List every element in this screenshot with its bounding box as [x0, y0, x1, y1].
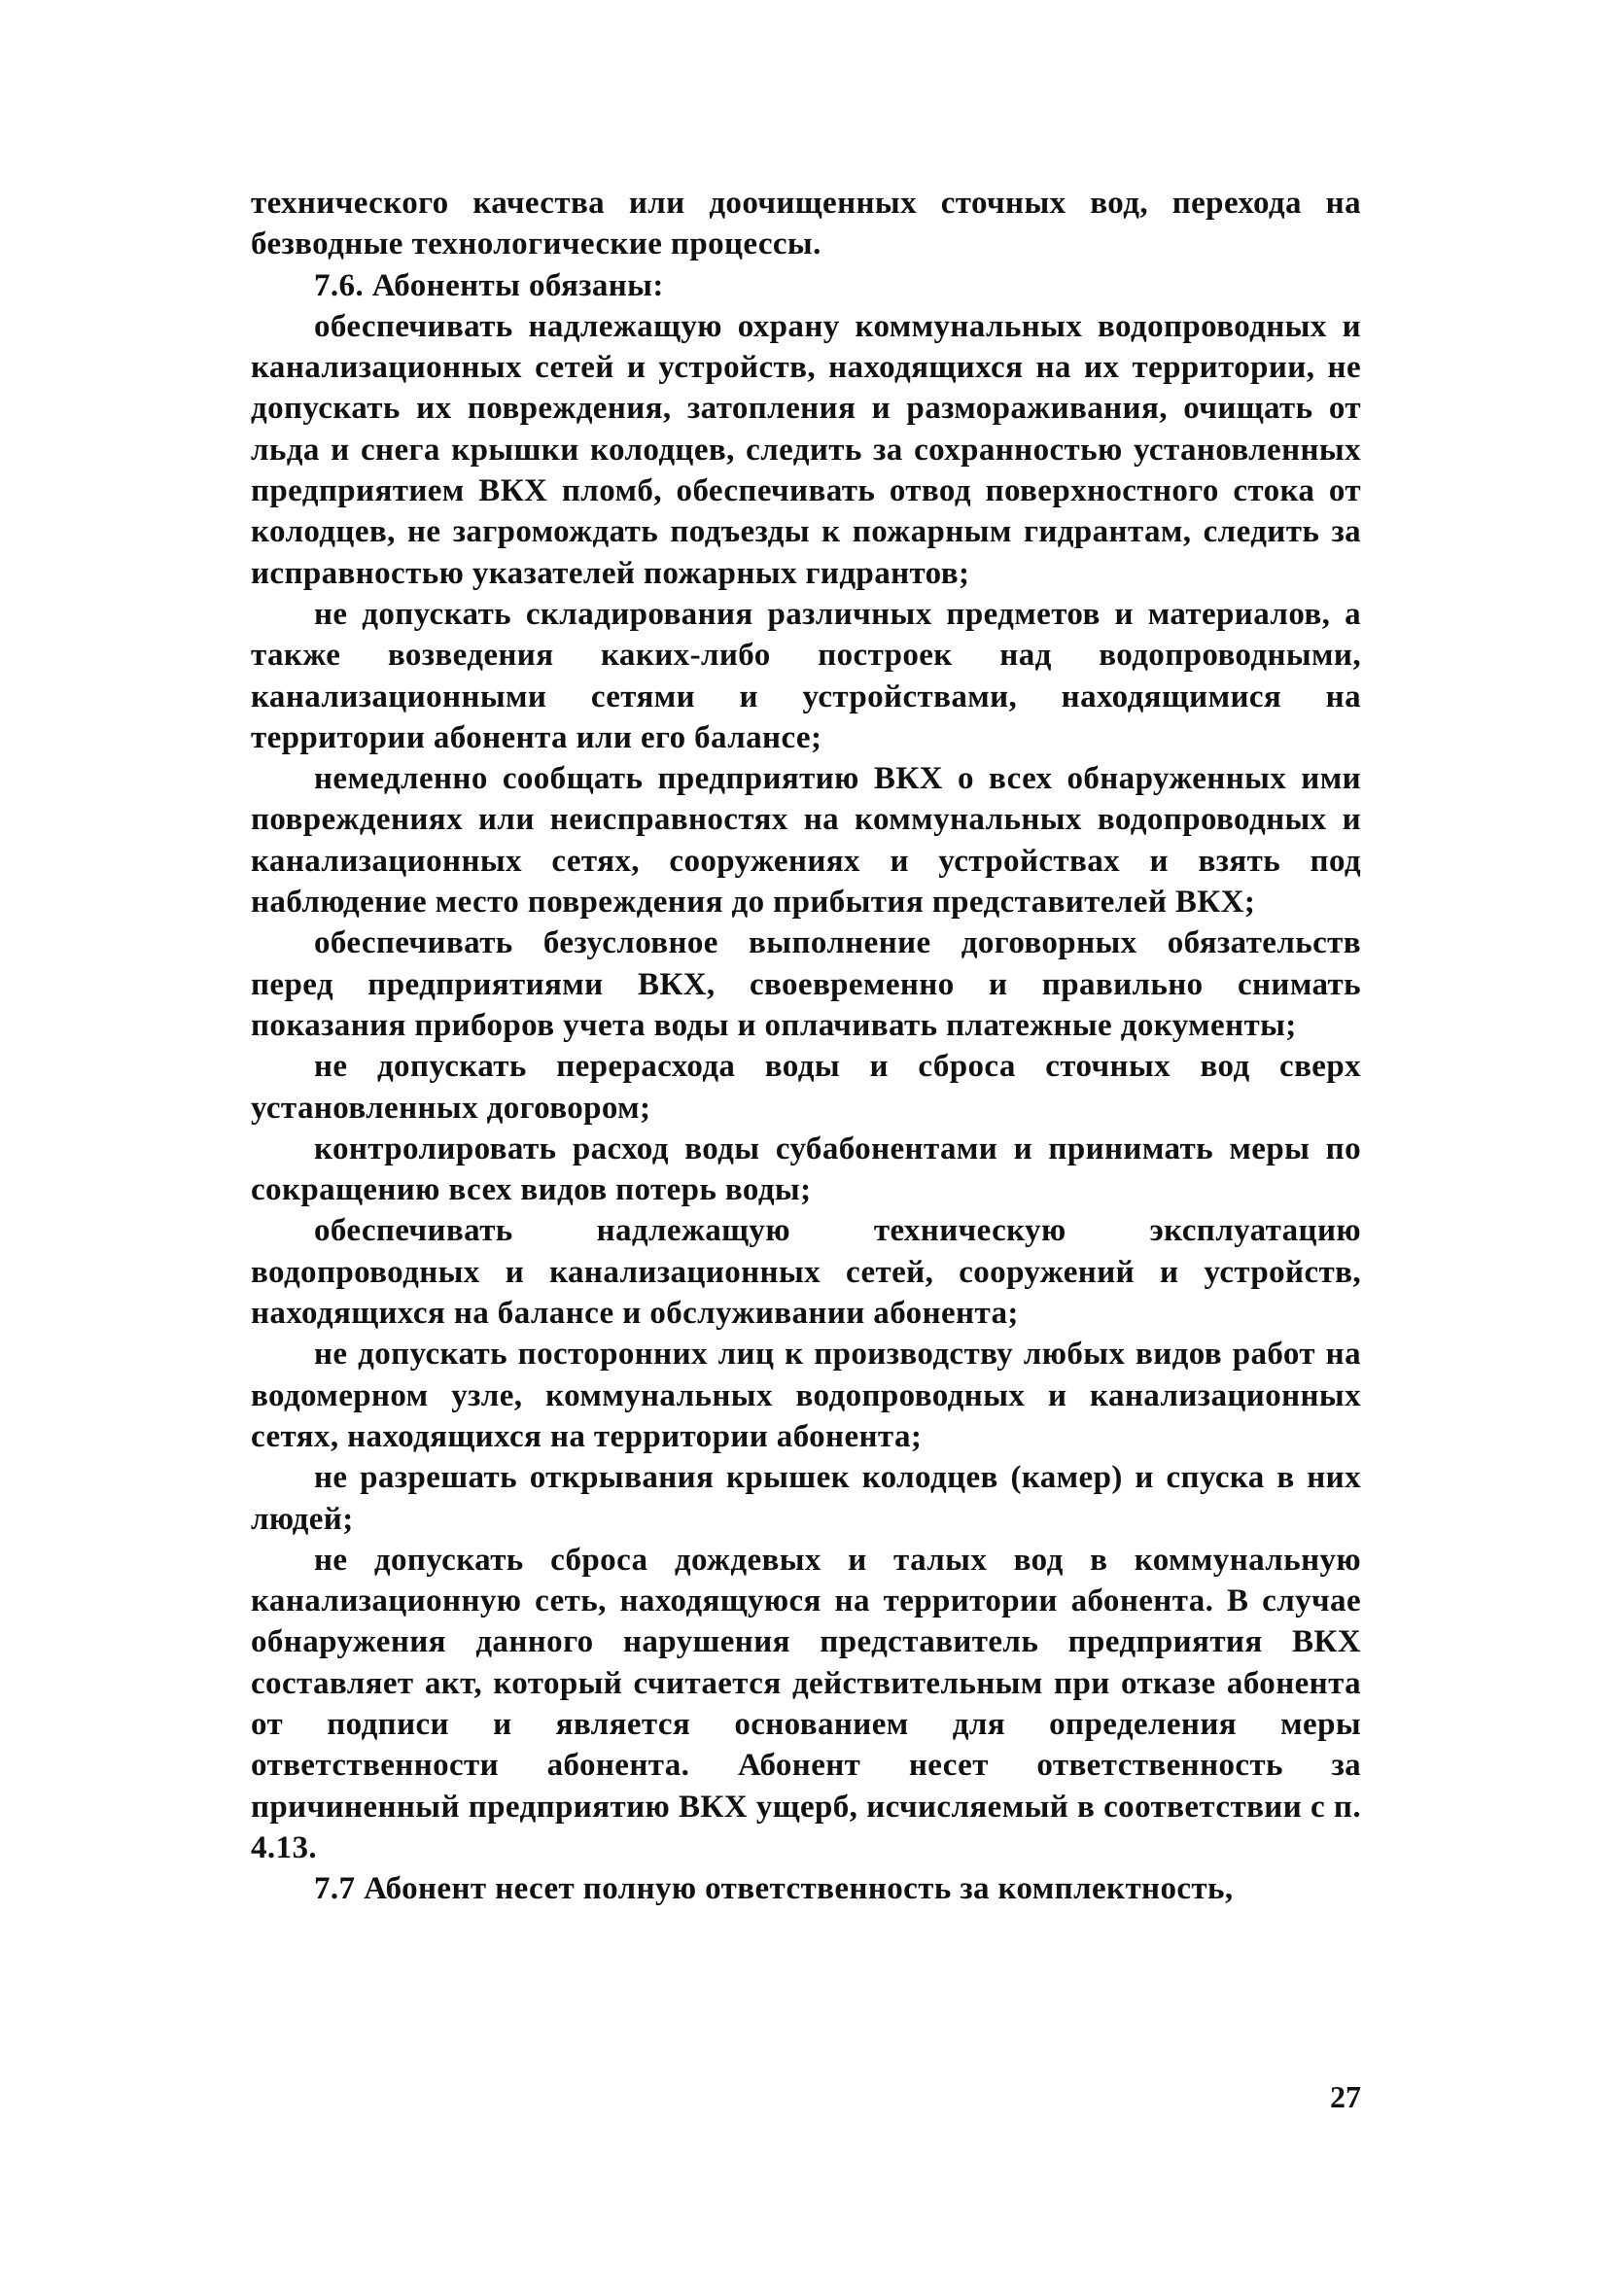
body-text: [251, 183, 1361, 1909]
paragraph: немедленно сообщать предприятию ВКХ о всех обнаруженных ими повреждениях или неисправностях на коммунальных водопроводных и канализационных сетях, сооружениях и устройствах и взять под наблюдение место повреждения до прибытия представителей ВКХ;: [251, 761, 1361, 921]
paragraph: не допускать перерасхода воды и сброса сточных вод сверх установленных договором;: [251, 1049, 1361, 1126]
paragraph: обеспечивать безусловное выполнение договорных обязательств перед предприятиями ВКХ, своевременно и правильно снимать показания приборов учета воды и оплачивать платежные документы;: [251, 925, 1361, 1043]
paragraph-continuation: технического качества или доочищенных сточных вод, перехода на безводные технологические процессы.: [251, 186, 1361, 262]
page-number: 27: [1330, 2079, 1361, 2114]
section-heading-7-6: 7.6. Абоненты обязаны:: [314, 267, 664, 303]
paragraph: не допускать складирования различных предметов и материалов, а также возведения каких-либо построек над водопроводными, канализационными сетями и устройствами, находящимися на территории абонента или его балансе;: [251, 596, 1361, 755]
paragraph: не допускать посторонних лиц к производству любых видов работ на водомерном узле, коммунальных водопроводных и канализационных сетях, находящихся на территории абонента;: [251, 1337, 1361, 1454]
section-heading-7-7: 7.7 Абонент несет полную ответственность за комплектность,: [314, 1871, 1234, 1907]
paragraph: обеспечивать надлежащую техническую эксплуатацию водопроводных и канализационных сетей, сооружений и устройств, находящихся на балансе и обслуживании абонента;: [251, 1213, 1361, 1332]
paragraph: не разрешать открывания крышек колодцев (камер) и спуска в них людей;: [251, 1460, 1361, 1537]
paragraph: обеспечивать надлежащую охрану коммунальных водопроводных и канализационных сетей и устройств, находящихся на их территории, не допускать их повреждения, затопления и размораживания, очищать от льда и снега крышки колодцев, следить за сохранностью установленных предприятием ВКХ пломб, обеспечивать отвод поверхностного стока от колодцев, не загромождать подъезды к пожарным гидрантам, следить за исправностью указателей пожарных гидрантов;: [251, 308, 1361, 591]
paragraph: контролировать расход воды субабонентами и принимать меры по сокращению всех видов потерь воды;: [251, 1131, 1361, 1208]
paragraph: не допускать сброса дождевых и талых вод в коммунальную канализационную сеть, находящуюся на территории абонента. В случае обнаружения данного нарушения представитель предприятия ВКХ составляет акт, который считается действительным при отказе абонента от подписи и является основанием для определения меры ответственности абонента. Абонент несет ответственность за причиненный предприятию ВКХ ущерб, исчисляемый в соответствии с п. 4.13.: [251, 1542, 1361, 1865]
